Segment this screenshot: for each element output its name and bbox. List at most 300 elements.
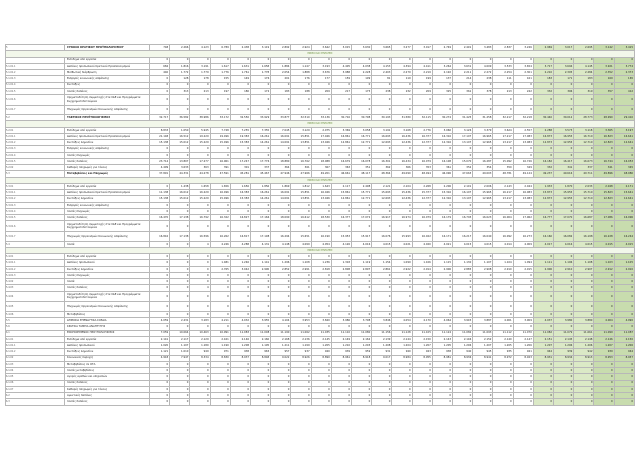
value-cell[interactable]: 0 <box>554 105 574 115</box>
value-cell[interactable]: 13.851 <box>291 140 311 146</box>
value-cell[interactable]: 15.651 <box>291 232 311 242</box>
value-cell[interactable]: 0 <box>230 291 250 302</box>
value-cell[interactable]: 4.015 <box>372 241 392 247</box>
value-cell[interactable]: 363 <box>190 165 210 171</box>
value-cell[interactable]: 0 <box>251 380 271 386</box>
value-cell[interactable]: 0 <box>291 361 311 367</box>
value-cell[interactable]: 12.873 <box>533 140 553 146</box>
value-cell[interactable]: 30.440 <box>533 115 553 121</box>
value-cell[interactable]: 0 <box>594 380 614 386</box>
value-cell[interactable]: 0 <box>230 279 250 285</box>
value-cell[interactable]: 0 <box>594 386 614 392</box>
value-cell[interactable]: 959 <box>352 349 372 355</box>
value-cell[interactable]: 12.965 <box>473 140 493 146</box>
value-cell[interactable]: 0 <box>291 374 311 380</box>
value-cell[interactable]: 0 <box>372 380 392 386</box>
value-cell[interactable]: 15.138 <box>150 140 170 146</box>
value-cell[interactable]: 16.004 <box>493 215 513 221</box>
value-cell[interactable]: 8.833 <box>150 127 170 133</box>
value-cell[interactable]: 11.128 <box>392 330 412 336</box>
value-cell[interactable]: 0 <box>473 324 493 330</box>
value-cell[interactable]: 238 <box>372 88 392 94</box>
value-cell[interactable]: 337 <box>574 165 594 171</box>
value-cell[interactable]: 0 <box>533 311 553 317</box>
value-cell[interactable]: 4.054 <box>392 318 412 324</box>
value-cell[interactable]: 943 <box>412 349 432 355</box>
value-cell[interactable]: 0 <box>614 82 634 88</box>
value-cell[interactable]: 0 <box>574 57 594 63</box>
value-cell[interactable]: 350 <box>493 165 513 171</box>
value-cell[interactable]: 0 <box>392 254 412 260</box>
value-cell[interactable]: 0 <box>210 399 230 406</box>
value-cell[interactable]: 0 <box>210 393 230 399</box>
value-cell[interactable]: 0 <box>513 95 533 106</box>
value-cell[interactable]: 0 <box>533 361 553 367</box>
row-label-cell[interactable]: Λοιπές μεταβιβάσεις <box>65 368 150 374</box>
value-cell[interactable]: 0 <box>352 393 372 399</box>
value-cell[interactable]: 0 <box>493 399 513 406</box>
value-cell[interactable]: 0 <box>432 279 452 285</box>
value-cell[interactable]: 0 <box>150 386 170 392</box>
value-cell[interactable]: 0 <box>170 105 190 115</box>
value-cell[interactable]: 0 <box>432 399 452 406</box>
value-cell[interactable]: 13.851 <box>291 196 311 202</box>
value-cell[interactable]: 2.117 <box>331 183 351 189</box>
value-cell[interactable]: 0 <box>493 291 513 302</box>
value-cell[interactable]: 0 <box>190 399 210 406</box>
value-cell[interactable]: 0 <box>291 302 311 312</box>
value-cell[interactable]: 16.273 <box>513 232 533 242</box>
value-cell[interactable]: 209 <box>412 88 432 94</box>
value-cell[interactable]: 0 <box>352 272 372 278</box>
row-code-cell[interactable]: 5.4.01 <box>6 254 65 260</box>
value-cell[interactable]: 15.316 <box>432 190 452 196</box>
value-cell[interactable]: 0 <box>614 208 634 214</box>
value-cell[interactable]: 0 <box>271 95 291 106</box>
value-cell[interactable]: 0 <box>210 202 230 208</box>
value-cell[interactable]: 16.079 <box>412 215 432 221</box>
value-cell[interactable]: 11.061 <box>574 330 594 336</box>
value-cell[interactable]: 33.136 <box>311 115 331 121</box>
value-cell[interactable]: 0 <box>352 57 372 63</box>
value-cell[interactable]: 0 <box>432 302 452 312</box>
value-cell[interactable]: 8.926 <box>291 355 311 361</box>
value-cell[interactable]: 684 <box>150 63 170 69</box>
value-cell[interactable]: 345 <box>614 165 634 171</box>
value-cell[interactable]: 0 <box>513 291 533 302</box>
value-cell[interactable]: 2.272 <box>473 70 493 76</box>
value-cell[interactable]: 4.064 <box>432 318 452 324</box>
value-cell[interactable]: 15.710 <box>574 190 594 196</box>
row-code-cell[interactable]: 5.3.01.7 <box>6 232 65 242</box>
value-cell[interactable]: 3.624 <box>493 127 513 133</box>
value-cell[interactable]: 3.197 <box>614 127 634 133</box>
row-code-cell[interactable]: 5.5 <box>6 318 65 324</box>
value-cell[interactable]: 17.962 <box>513 215 533 221</box>
value-cell[interactable]: 0 <box>453 386 473 392</box>
value-cell[interactable]: 17.776 <box>251 158 271 164</box>
value-cell[interactable]: 0 <box>574 254 594 260</box>
value-cell[interactable]: 0 <box>170 266 190 272</box>
value-cell[interactable]: 0 <box>574 285 594 291</box>
value-cell[interactable]: 48.781 <box>493 171 513 177</box>
value-cell[interactable]: 8.334 <box>190 355 210 361</box>
row-label-cell[interactable]: Μεταβιβάσεις σε ΟΤΑ <box>65 361 150 367</box>
value-cell[interactable]: 12.693 <box>372 196 392 202</box>
value-cell[interactable]: 0 <box>331 361 351 367</box>
value-cell[interactable]: 11.087 <box>614 330 634 336</box>
value-cell[interactable]: 0 <box>574 272 594 278</box>
value-cell[interactable]: 0 <box>190 57 210 63</box>
value-cell[interactable]: 48.117 <box>352 171 372 177</box>
value-cell[interactable]: 15.092 <box>493 158 513 164</box>
value-cell[interactable]: 32.717 <box>150 115 170 121</box>
row-label-cell[interactable]: Καθαρές πληρωμές για τόκους <box>65 165 150 171</box>
value-cell[interactable]: 3.921 <box>594 63 614 69</box>
value-cell[interactable]: 0 <box>150 95 170 106</box>
row-code-cell[interactable]: 6.1.05 <box>6 374 65 380</box>
value-cell[interactable]: 0 <box>291 221 311 232</box>
value-cell[interactable]: 0 <box>331 221 351 232</box>
value-cell[interactable]: 3.798 <box>352 318 372 324</box>
value-cell[interactable]: 0 <box>352 254 372 260</box>
row-label-cell[interactable]: Εισφορές κοινωνικής ασφάλισης <box>65 76 150 82</box>
value-cell[interactable]: 0 <box>493 311 513 317</box>
value-cell[interactable]: 0 <box>392 285 412 291</box>
value-cell[interactable]: 16.383 <box>230 190 250 196</box>
value-cell[interactable]: 14.261 <box>251 196 271 202</box>
value-cell[interactable]: 3.126 <box>453 127 473 133</box>
value-cell[interactable]: 4.131 <box>251 241 271 247</box>
value-cell[interactable]: 0 <box>291 82 311 88</box>
value-cell[interactable]: 1.658 <box>190 183 210 189</box>
value-cell[interactable]: 0 <box>473 105 493 115</box>
value-cell[interactable]: 1.204 <box>392 343 412 349</box>
value-cell[interactable]: 15.436 <box>392 190 412 196</box>
value-cell[interactable]: 0 <box>554 221 574 232</box>
value-cell[interactable]: 3.630 <box>352 45 372 51</box>
value-cell[interactable]: 0 <box>453 152 473 158</box>
value-cell[interactable]: 16.217 <box>453 232 473 242</box>
value-cell[interactable]: 0 <box>150 254 170 260</box>
value-cell[interactable]: 0 <box>574 82 594 88</box>
value-cell[interactable]: 4.405 <box>331 63 351 69</box>
value-cell[interactable]: 0 <box>190 386 210 392</box>
value-cell[interactable]: 0 <box>210 105 230 115</box>
value-cell[interactable]: 0 <box>432 380 452 386</box>
value-cell[interactable]: 4.021 <box>392 241 412 247</box>
value-cell[interactable]: 10.064 <box>170 330 190 336</box>
value-cell[interactable]: 0 <box>210 57 230 63</box>
value-cell[interactable]: 0 <box>190 208 210 214</box>
value-cell[interactable]: 0 <box>412 279 432 285</box>
value-cell[interactable]: 30.274 <box>432 115 452 121</box>
value-cell[interactable]: 11.035 <box>311 330 331 336</box>
value-cell[interactable]: 0 <box>352 221 372 232</box>
value-cell[interactable]: 16.861 <box>331 133 351 139</box>
value-cell[interactable]: 0 <box>210 208 230 214</box>
value-cell[interactable]: 0 <box>614 152 634 158</box>
row-code-cell[interactable]: 5.1.01.2 <box>6 70 65 76</box>
value-cell[interactable]: 213 <box>493 88 513 94</box>
value-cell[interactable]: 12.965 <box>473 196 493 202</box>
value-cell[interactable]: 3.887 <box>473 318 493 324</box>
value-cell[interactable]: 2.922 <box>392 266 412 272</box>
value-cell[interactable]: 16.974 <box>392 215 412 221</box>
value-cell[interactable]: 0 <box>210 324 230 330</box>
value-cell[interactable]: 0 <box>392 279 412 285</box>
value-cell[interactable]: 0 <box>150 57 170 63</box>
value-cell[interactable]: 49.124 <box>513 171 533 177</box>
value-cell[interactable]: 0 <box>352 208 372 214</box>
value-cell[interactable]: 341 <box>594 165 614 171</box>
value-cell[interactable]: 939 <box>594 349 614 355</box>
value-cell[interactable]: 0 <box>230 324 250 330</box>
value-cell[interactable]: 0 <box>412 208 432 214</box>
value-cell[interactable]: 5.945 <box>190 127 210 133</box>
value-cell[interactable]: 0 <box>291 291 311 302</box>
value-cell[interactable]: 2.139 <box>372 336 392 342</box>
value-cell[interactable]: 11.110 <box>331 330 351 336</box>
value-cell[interactable]: 0 <box>412 393 432 399</box>
value-cell[interactable]: 19.229 <box>190 133 210 139</box>
value-cell[interactable]: 1.643 <box>311 183 331 189</box>
value-cell[interactable]: 2.892 <box>271 45 291 51</box>
value-cell[interactable]: 3.277 <box>392 45 412 51</box>
value-cell[interactable]: 0 <box>554 146 574 152</box>
value-cell[interactable]: 0 <box>574 324 594 330</box>
row-label-cell[interactable]: Συντάξεις Δημοσίου <box>65 349 150 355</box>
value-cell[interactable]: 0 <box>412 386 432 392</box>
value-cell[interactable]: 0 <box>533 146 553 152</box>
value-cell[interactable]: 0 <box>251 254 271 260</box>
row-code-cell[interactable]: 5.3.01.5 <box>6 215 65 221</box>
value-cell[interactable]: 942 <box>574 349 594 355</box>
value-cell[interactable]: 0 <box>554 324 574 330</box>
value-cell[interactable]: 0 <box>190 82 210 88</box>
value-cell[interactable]: 16.827 <box>230 215 250 221</box>
value-cell[interactable]: 0 <box>453 311 473 317</box>
value-cell[interactable]: 0 <box>170 221 190 232</box>
row-code-cell[interactable]: 6.1.07 <box>6 386 65 392</box>
value-cell[interactable]: 0 <box>432 221 452 232</box>
row-label-cell[interactable]: Εισόδημα από εργασία <box>65 57 150 63</box>
value-cell[interactable]: 0 <box>392 324 412 330</box>
value-cell[interactable]: 0 <box>352 279 372 285</box>
row-code-cell[interactable]: 5 <box>6 45 65 51</box>
row-label-cell[interactable]: Πληρωμές Οργανισμών Κοινωνικής Ασφάλισης <box>65 302 150 312</box>
value-cell[interactable]: 0 <box>331 380 351 386</box>
value-cell[interactable]: 362 <box>372 165 392 171</box>
value-cell[interactable]: 0 <box>210 279 230 285</box>
value-cell[interactable]: 944 <box>533 349 553 355</box>
value-cell[interactable]: 0 <box>372 285 392 291</box>
value-cell[interactable]: 0 <box>210 302 230 312</box>
value-cell[interactable]: 15.851 <box>291 133 311 139</box>
value-cell[interactable]: 0 <box>453 285 473 291</box>
value-cell[interactable]: 31.258 <box>473 115 493 121</box>
value-cell[interactable]: 8.937 <box>230 355 250 361</box>
value-cell[interactable]: 0 <box>331 208 351 214</box>
value-cell[interactable]: 16.470 <box>150 215 170 221</box>
value-cell[interactable]: 0 <box>614 302 634 312</box>
value-cell[interactable]: 16.817 <box>230 232 250 242</box>
value-cell[interactable]: 45.281 <box>230 171 250 177</box>
value-cell[interactable]: 0 <box>352 368 372 374</box>
value-cell[interactable]: 0 <box>150 324 170 330</box>
value-cell[interactable]: 0 <box>574 208 594 214</box>
value-cell[interactable]: 1.812 <box>291 183 311 189</box>
value-cell[interactable]: 945 <box>473 349 493 355</box>
value-cell[interactable]: 0 <box>331 302 351 312</box>
row-label-cell[interactable]: Κοινωνικές παροχές <box>65 355 150 361</box>
value-cell[interactable]: 0 <box>574 279 594 285</box>
value-cell[interactable]: 176 <box>251 76 271 82</box>
value-cell[interactable]: 1.141 <box>251 260 271 266</box>
value-cell[interactable]: 0 <box>392 386 412 392</box>
value-cell[interactable]: 0 <box>372 311 392 317</box>
value-cell[interactable]: 0 <box>432 393 452 399</box>
value-cell[interactable]: 15.823 <box>594 190 614 196</box>
value-cell[interactable]: 0 <box>311 393 331 399</box>
value-cell[interactable]: 4.021 <box>432 241 452 247</box>
value-cell[interactable]: 0 <box>533 221 553 232</box>
value-cell[interactable]: 0 <box>412 285 432 291</box>
value-cell[interactable]: 11.082 <box>453 330 473 336</box>
value-cell[interactable]: 12.436 <box>392 140 412 146</box>
value-cell[interactable]: 2.141 <box>150 336 170 342</box>
row-label-cell[interactable]: Λοιπά <box>65 241 150 247</box>
value-cell[interactable]: 0 <box>614 374 634 380</box>
value-cell[interactable]: 0 <box>473 202 493 208</box>
value-cell[interactable]: 0 <box>493 152 513 158</box>
value-cell[interactable]: 2.695 <box>574 45 594 51</box>
row-code-cell[interactable]: 5.1.01.3 <box>6 76 65 82</box>
value-cell[interactable]: 49.237 <box>533 171 553 177</box>
value-cell[interactable]: 3.118 <box>574 127 594 133</box>
value-cell[interactable]: 0 <box>331 254 351 260</box>
value-cell[interactable]: 1.856 <box>251 183 271 189</box>
row-code-cell[interactable]: 5.4.01.1 <box>6 260 65 266</box>
value-cell[interactable]: 0 <box>352 386 372 392</box>
value-cell[interactable]: 0 <box>170 146 190 152</box>
value-cell[interactable]: 2.006 <box>473 183 493 189</box>
value-cell[interactable]: 0 <box>432 57 452 63</box>
value-cell[interactable]: 0 <box>594 399 614 406</box>
value-cell[interactable]: 0 <box>251 57 271 63</box>
value-cell[interactable]: 4.394 <box>392 63 412 69</box>
value-cell[interactable]: 0 <box>614 146 634 152</box>
value-cell[interactable]: 16.710 <box>574 133 594 139</box>
value-cell[interactable]: 2.104 <box>392 183 412 189</box>
value-cell[interactable]: 0 <box>594 152 614 158</box>
row-label-cell[interactable]: Δαπάνες προσωπικού Κρατικού Προϋπολογισμού <box>65 63 150 69</box>
value-cell[interactable]: 0 <box>392 95 412 106</box>
value-cell[interactable]: 11.138 <box>150 190 170 196</box>
row-label-cell[interactable]: Συντάξεις Δημοσίου <box>65 266 150 272</box>
value-cell[interactable]: 0 <box>412 311 432 317</box>
row-code-cell[interactable]: 5.4.01.3 <box>6 272 65 278</box>
value-cell[interactable]: 0 <box>533 82 553 88</box>
value-cell[interactable]: 332 <box>533 165 553 171</box>
value-cell[interactable]: 0 <box>291 386 311 392</box>
value-cell[interactable]: 1.207 <box>473 343 493 349</box>
row-code-cell[interactable]: 6.2 <box>6 393 65 399</box>
value-cell[interactable]: 0 <box>392 272 412 278</box>
value-cell[interactable]: 0 <box>311 368 331 374</box>
row-code-cell[interactable]: 5.1.01.7 <box>6 105 65 115</box>
value-cell[interactable]: 31.425 <box>453 115 473 121</box>
value-cell[interactable]: 0 <box>170 202 190 208</box>
value-cell[interactable]: 0 <box>614 279 634 285</box>
value-cell[interactable]: 1.180 <box>190 343 210 349</box>
value-cell[interactable]: 0 <box>554 361 574 367</box>
value-cell[interactable]: 0 <box>392 291 412 302</box>
value-cell[interactable]: 19.496 <box>210 133 230 139</box>
value-cell[interactable]: 3.119 <box>251 45 271 51</box>
value-cell[interactable]: 30.798 <box>352 115 372 121</box>
value-cell[interactable]: 0 <box>493 221 513 232</box>
value-cell[interactable]: 0 <box>453 254 473 260</box>
value-cell[interactable]: 0 <box>150 285 170 291</box>
value-cell[interactable]: 0 <box>453 368 473 374</box>
value-cell[interactable]: 0 <box>311 386 331 392</box>
value-cell[interactable]: 0 <box>251 374 271 380</box>
value-cell[interactable]: 0 <box>392 361 412 367</box>
value-cell[interactable]: 0 <box>453 279 473 285</box>
value-cell[interactable]: 0 <box>554 380 574 386</box>
value-cell[interactable]: 18.880 <box>271 158 291 164</box>
value-cell[interactable]: 0 <box>150 76 170 82</box>
value-cell[interactable]: 16.217 <box>493 190 513 196</box>
value-cell[interactable]: 2.915 <box>513 266 533 272</box>
value-cell[interactable]: 0 <box>533 95 553 106</box>
value-cell[interactable]: 0 <box>352 399 372 406</box>
value-cell[interactable]: 1.208 <box>230 343 250 349</box>
value-cell[interactable]: 0 <box>412 374 432 380</box>
value-cell[interactable]: 16.777 <box>533 215 553 221</box>
value-cell[interactable]: 11.083 <box>230 330 250 336</box>
value-cell[interactable]: 0 <box>352 311 372 317</box>
value-cell[interactable]: 965 <box>251 349 271 355</box>
row-label-cell[interactable]: Συντάξεις Δημοσίου <box>65 140 150 146</box>
value-cell[interactable]: 16.287 <box>473 158 493 164</box>
value-cell[interactable]: 949 <box>190 349 210 355</box>
value-cell[interactable]: 0 <box>533 272 553 278</box>
value-cell[interactable]: 0 <box>230 393 250 399</box>
value-cell[interactable]: 4.170 <box>412 318 432 324</box>
value-cell[interactable]: 0 <box>352 285 372 291</box>
value-cell[interactable]: 0 <box>554 254 574 260</box>
value-cell[interactable]: 0 <box>331 324 351 330</box>
value-cell[interactable]: 313 <box>170 88 190 94</box>
value-cell[interactable]: 0 <box>473 368 493 374</box>
value-cell[interactable]: 0 <box>190 368 210 374</box>
value-cell[interactable]: 0 <box>473 95 493 106</box>
value-cell[interactable]: 0 <box>150 152 170 158</box>
value-cell[interactable]: 16.190 <box>311 232 331 242</box>
value-cell[interactable]: 0 <box>190 266 210 272</box>
value-cell[interactable]: 2.907 <box>574 266 594 272</box>
value-cell[interactable]: 0 <box>372 146 392 152</box>
value-cell[interactable]: 0 <box>453 105 473 115</box>
value-cell[interactable]: 0 <box>513 254 533 260</box>
value-cell[interactable]: 1.481 <box>210 260 230 266</box>
value-cell[interactable]: 0 <box>533 105 553 115</box>
value-cell[interactable]: 1.207 <box>412 343 432 349</box>
value-cell[interactable]: 1.207 <box>533 343 553 349</box>
value-cell[interactable]: 16.262 <box>210 232 230 242</box>
